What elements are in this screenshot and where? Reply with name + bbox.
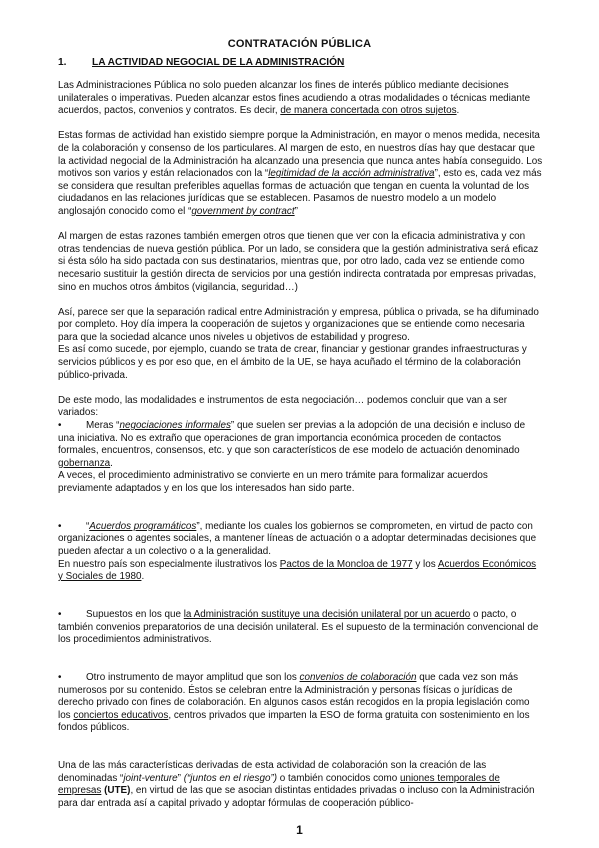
text: Es así como sucede, por ejemplo, cuando se trata de crear, financiar y gestionar grandes infraestructuras y servicios públicos y es por eso que, en el ámbito de la UE, se haya acuñado el término de la colaboración público-privada. [58,344,527,381]
text: ” [177,772,184,784]
text: Meras “ [86,420,120,432]
paragraph-2 [58,130,543,218]
emphasis-text: Acuerdos programáticos [89,520,197,532]
text: A veces, el procedimiento administrativo se convierte en un mero trámite para formalizar acuerdos previamente adaptados y en los que los interesados han sido parte. [58,470,488,494]
document-body [58,80,543,823]
underlined-text: la Administración sustituye una decisión unilateral por un acuerdo [183,608,471,620]
text: De este modo, las modalidades e instrumentos de esta negociación… podemos concluir que van a ser variados: [58,394,508,419]
text: ”, esto es, cada vez más se considera que resultan preferibles aquellas formas de actuación que tengan en cuenta la voluntad de los ciudadanos en las relaciones jurídicas que se establecen. Pasamos de nuestro modelo a un modelo anglosajón conocido como el “ [58,168,542,217]
text: “ [86,520,90,532]
text: . [456,105,460,117]
text: Estas formas de actividad han existido siempre porque la Administración, en mayor o menos medida, necesita de la colaboración y consenso de los particulares. Al margen de esto, en nuestros días hay que destacar que la actividad negocial de la Administración ha alcanzado una presencia que nunca antes había conseguido. Los motivos son varios y están relacionados con la “ [58,130,543,180]
text: y los [412,558,438,570]
italic-text: joint-venture [123,772,178,784]
underlined-text: gobernanza [58,457,111,469]
paragraph-1 [58,80,543,118]
underlined-text: Acuerdos Económicos y Sociales de 1980 [58,558,537,583]
underlined-text: conciertos educativos [73,709,169,721]
text: Supuestos en los que [86,608,184,620]
section-heading [58,57,344,70]
text: o pacto, o también convenios preparatorios de una decisión unilateral. Es el supuesto de la terminación convencional de los procedimientos administrativos. [58,608,539,646]
text: . [110,457,113,469]
emphasis-text: legitimidad de la acción administrativa [268,168,435,180]
paragraph-3: Al margen de estas razones también emergen otros que tienen que ver con la eficacia administrativa y con otras tendencias de nueva gestión pública. Por un lado, se considera que la gestión administrativa será eficaz si ésta sólo ha sido pactada con sus destinatarios, mientras que, por otro lado, cada vez se entiende como necesario sustituir la gestión directa de servicios por una gestión indirecta contratada por empresas privadas, sino en muchos otros ámbitos (vigilancia, seguridad…) [58,231,539,293]
text: En nuestro país son especialmente ilustrativos los [58,558,280,570]
spacer [58,659,543,672]
text: Así, parece ser que la separación radical entre Administración y empresa, pública o privada, se ha difuminado por completo. Hoy día impera la cooperación de sujetos y organizaciones que se entiende como necesaria para que la sociedad alcance unos niveles u objetivos de estabilidad y progreso. [58,306,539,343]
text: Las Administraciones Pública no solo pueden alcanzar los fines de interés público mediante decisiones unilaterales o imperativas. Pueden alcanzar estos fines acudiendo a otras modalidades o técnicas mediante acuerdos, pactos, convenios y contratos. Es decir, [58,80,531,117]
bullet-icon: • [58,671,62,683]
text: ”, mediante los cuales los gobiernos se comprometen, en virtud de pacto con organizaciones o agentes sociales, a mantener líneas de actuación o a adoptar determinadas decisiones que pueden afectar a un colectivo o a la generalidad. [58,520,537,557]
text: Una de las más características derivadas de esta actividad de colaboración son la creación de las denominadas “ [58,760,487,784]
underlined-text: de manera concertada con otros sujetos [280,105,457,117]
bullet-item-4 [58,672,543,735]
paragraph-6 [58,760,543,810]
bullet-icon: • [58,420,62,432]
text: o también conocidos como [277,772,400,784]
bullet-icon: • [58,520,62,532]
bullet-item-1 [58,420,543,496]
underlined-text: Pactos de la Moncloa de 1977 [279,558,413,570]
underlined-text: uniones temporales de empresas [58,772,500,797]
bold-text: (UTE) [104,785,131,797]
text: ” [294,205,298,217]
text: que cada vez son más numerosos por su contenido. Éstos se celebran entre la Administración y personas físicas o jurídicas de derecho privado con fines de colaboración. En algunos casos están recogidos en la propia legislación como los [58,671,530,721]
emphasis-text: convenios de colaboración [299,671,417,683]
emphasis-text: government by contract [191,205,295,217]
spacer [58,508,543,521]
text: , en virtud de las que se asocian distintas entidades privadas o incluso con la Administración para dar entrada así a capital privado y adoptar fórmulas de cooperación público- [58,785,535,809]
spacer [58,596,543,609]
text: . [141,571,145,583]
paragraph-5 [58,395,543,420]
bullet-icon: • [58,608,62,620]
text: Otro instrumento de mayor amplitud que son los [86,671,300,683]
page-number: 1 [296,823,303,837]
paragraph-4 [58,307,543,383]
section-title: LA ACTIVIDAD NEGOCIAL DE LA ADMINISTRACIÓN [92,57,345,68]
emphasis-text: negociaciones informales [119,420,231,432]
text: ” que suelen ser previas a la adopción de una decisión e incluso de una iniciativa. No es extraño que operaciones de gran importancia económica proceden de contactos formales, encuentros, consensos, etc. y que son característicos de ese modelo de actuación denominado [58,420,526,457]
section-number: 1. [58,57,67,68]
page-title: CONTRATACIÓN PÚBLICA [227,38,372,50]
text: , centros privados que imparten la ESO de forma gratuita con sostenimiento en los fondos públicos. [58,709,530,734]
bullet-item-3 [58,609,543,647]
italic-text: (“juntos en el riesgo”) [183,772,278,784]
bullet-item-2 [58,521,543,584]
spacer [58,747,543,760]
